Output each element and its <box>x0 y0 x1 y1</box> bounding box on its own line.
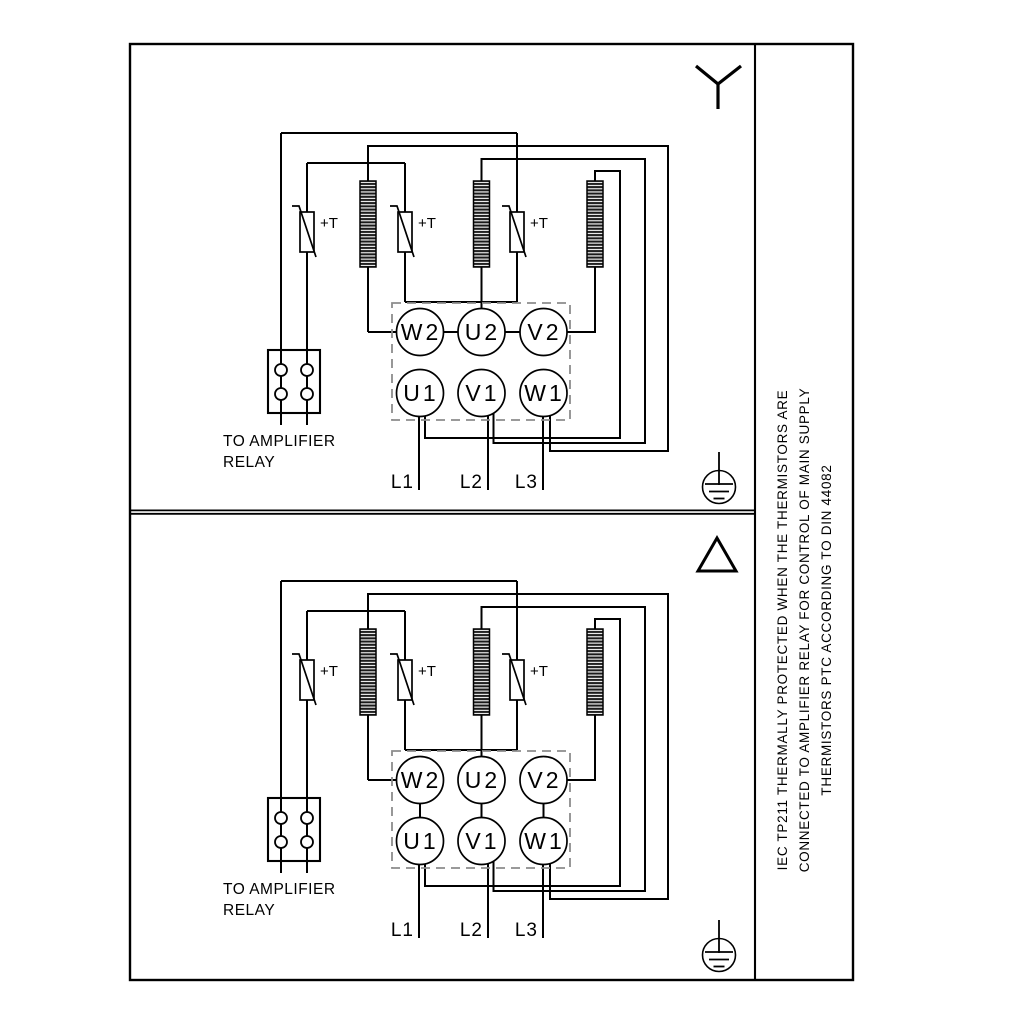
star-connection-icon <box>696 66 741 109</box>
thermistor-icon <box>502 206 526 257</box>
thermistor-icon <box>390 206 414 257</box>
delta-connection-icon <box>698 538 736 571</box>
motor-winding-coil <box>474 181 490 267</box>
terminal-label-u1: U1 <box>403 380 439 406</box>
thermistor-label: +T <box>418 215 436 232</box>
terminal-label-u2: U2 <box>464 319 501 345</box>
side-note <box>775 388 834 873</box>
amplifier-relay-terminal-block <box>268 350 320 413</box>
supply-label-l2: L2 <box>459 472 483 493</box>
terminal-label-v2: V2 <box>527 319 562 345</box>
side-note-line1: IEC TP211 THERMALLY PROTECTED WHEN THE THERMISTORS ARE <box>775 389 790 871</box>
terminal-label-w1: W1 <box>524 380 565 406</box>
thermistor-label: +T <box>530 215 548 232</box>
side-note-line2: CONNECTED TO AMPLIFIER RELAY FOR CONTROL OF MAIN SUPPLY <box>797 387 812 873</box>
supply-label-l3: L3 <box>514 472 538 493</box>
terminal-label-v1: V1 <box>465 380 500 406</box>
motor-winding-coil <box>360 181 376 267</box>
supply-label-l1: L1 <box>390 472 414 493</box>
motor-winding-coil <box>587 181 603 267</box>
side-note-line3: THERMISTORS PTC ACCORDING TO DIN 44082 <box>819 464 834 796</box>
earth-ground-icon <box>703 920 736 972</box>
delta-panel-extras <box>420 538 736 972</box>
terminal-label-w2: W2 <box>400 319 442 345</box>
wiring-panel-content <box>223 133 668 493</box>
relay-caption-line1: TO AMPLIFIER <box>223 433 336 450</box>
earth-ground-icon <box>703 452 736 504</box>
thermistor-icon <box>292 206 316 257</box>
thermistor-label: +T <box>320 215 338 232</box>
wiring-panel-content-delta <box>223 581 668 941</box>
relay-caption-line2: RELAY <box>223 454 276 471</box>
